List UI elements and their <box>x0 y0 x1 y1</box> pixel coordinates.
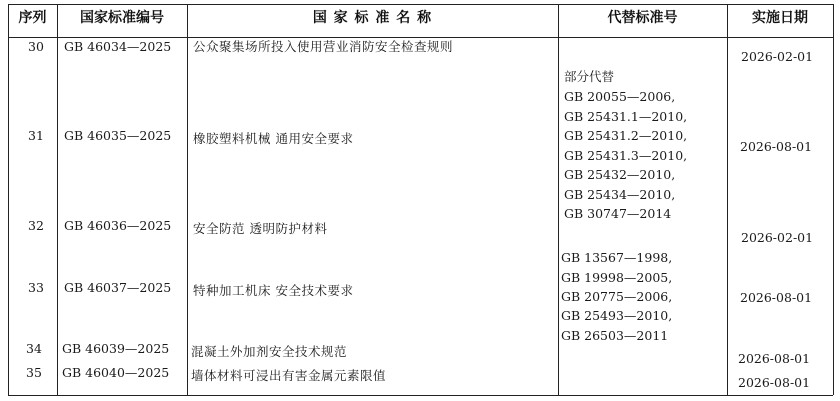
row-30-name: 公众聚集场所投入使用营业消防安全检查规则 <box>193 39 454 54</box>
row-31-code: GB 46035—2025 <box>64 128 172 143</box>
row-33-replaced-item: GB 20775—2006, <box>561 289 673 304</box>
row-31-date: 2026-08-01 <box>740 139 813 154</box>
row-34-date: 2026-08-01 <box>738 351 811 366</box>
row-32-date: 2026-02-01 <box>741 230 814 245</box>
row-31-seq: 31 <box>28 128 44 143</box>
row-31-replaced-item: GB 25434—2010, <box>564 187 676 202</box>
row-33-seq: 33 <box>28 280 44 295</box>
table-bottom-border <box>8 395 833 396</box>
row-31-replaced-item: GB 20055—2006, <box>564 89 676 104</box>
row-32-name: 安全防范 透明防护材料 <box>193 221 328 236</box>
header-implementation-date: 实施日期 <box>752 10 808 26</box>
column-divider <box>833 4 834 395</box>
row-30-seq: 30 <box>28 39 44 54</box>
row-35-name: 墙体材料可浸出有害金属元素限值 <box>191 368 387 383</box>
column-divider <box>187 4 188 395</box>
row-33-date: 2026-08-01 <box>740 290 813 305</box>
header-standard-name: 国 家 标 准 名 称 <box>312 10 433 26</box>
row-33-name: 特种加工机床 安全技术要求 <box>193 283 354 298</box>
row-33-replaced-item: GB 26503—2011 <box>561 328 669 343</box>
row-31-replaced-item: GB 25431.1—2010, <box>564 109 688 124</box>
header-standard-code: 国家标准编号 <box>80 10 164 26</box>
column-divider <box>727 4 728 395</box>
row-30-code: GB 46034—2025 <box>64 39 172 54</box>
header-seq: 序列 <box>18 10 47 26</box>
row-35-seq: 35 <box>26 365 42 380</box>
row-33-replaced-item: GB 19998—2005, <box>561 270 673 285</box>
row-30-date: 2026-02-01 <box>741 49 814 64</box>
column-divider <box>8 4 9 395</box>
row-31-name: 橡胶塑料机械 通用安全要求 <box>193 131 354 146</box>
column-divider <box>57 4 58 395</box>
header-replaced-standards: 代替标准号 <box>607 10 678 26</box>
row-31-replaced-item: GB 25431.3—2010, <box>564 148 688 163</box>
row-35-code: GB 46040—2025 <box>62 365 170 380</box>
row-34-name: 混凝土外加剂安全技术规范 <box>191 344 348 359</box>
row-31-replaced-item: GB 25431.2—2010, <box>564 128 688 143</box>
column-divider <box>558 4 559 395</box>
row-33-replaced-item: GB 13567—1998, <box>561 250 673 265</box>
row-34-seq: 34 <box>26 341 42 356</box>
row-34-code: GB 46039—2025 <box>62 341 170 356</box>
row-31-replaced-item: GB 25432—2010, <box>564 167 676 182</box>
row-35-date: 2026-08-01 <box>738 375 811 390</box>
row-33-code: GB 46037—2025 <box>64 280 172 295</box>
table-top-border <box>8 4 833 5</box>
row-32-code: GB 46036—2025 <box>64 218 172 233</box>
row-31-replaced-item: 部分代替 <box>564 69 615 84</box>
row-33-replaced-item: GB 25493—2010, <box>561 308 673 323</box>
row-31-replaced-item: GB 30747—2014 <box>564 206 672 221</box>
row-32-seq: 32 <box>28 218 44 233</box>
